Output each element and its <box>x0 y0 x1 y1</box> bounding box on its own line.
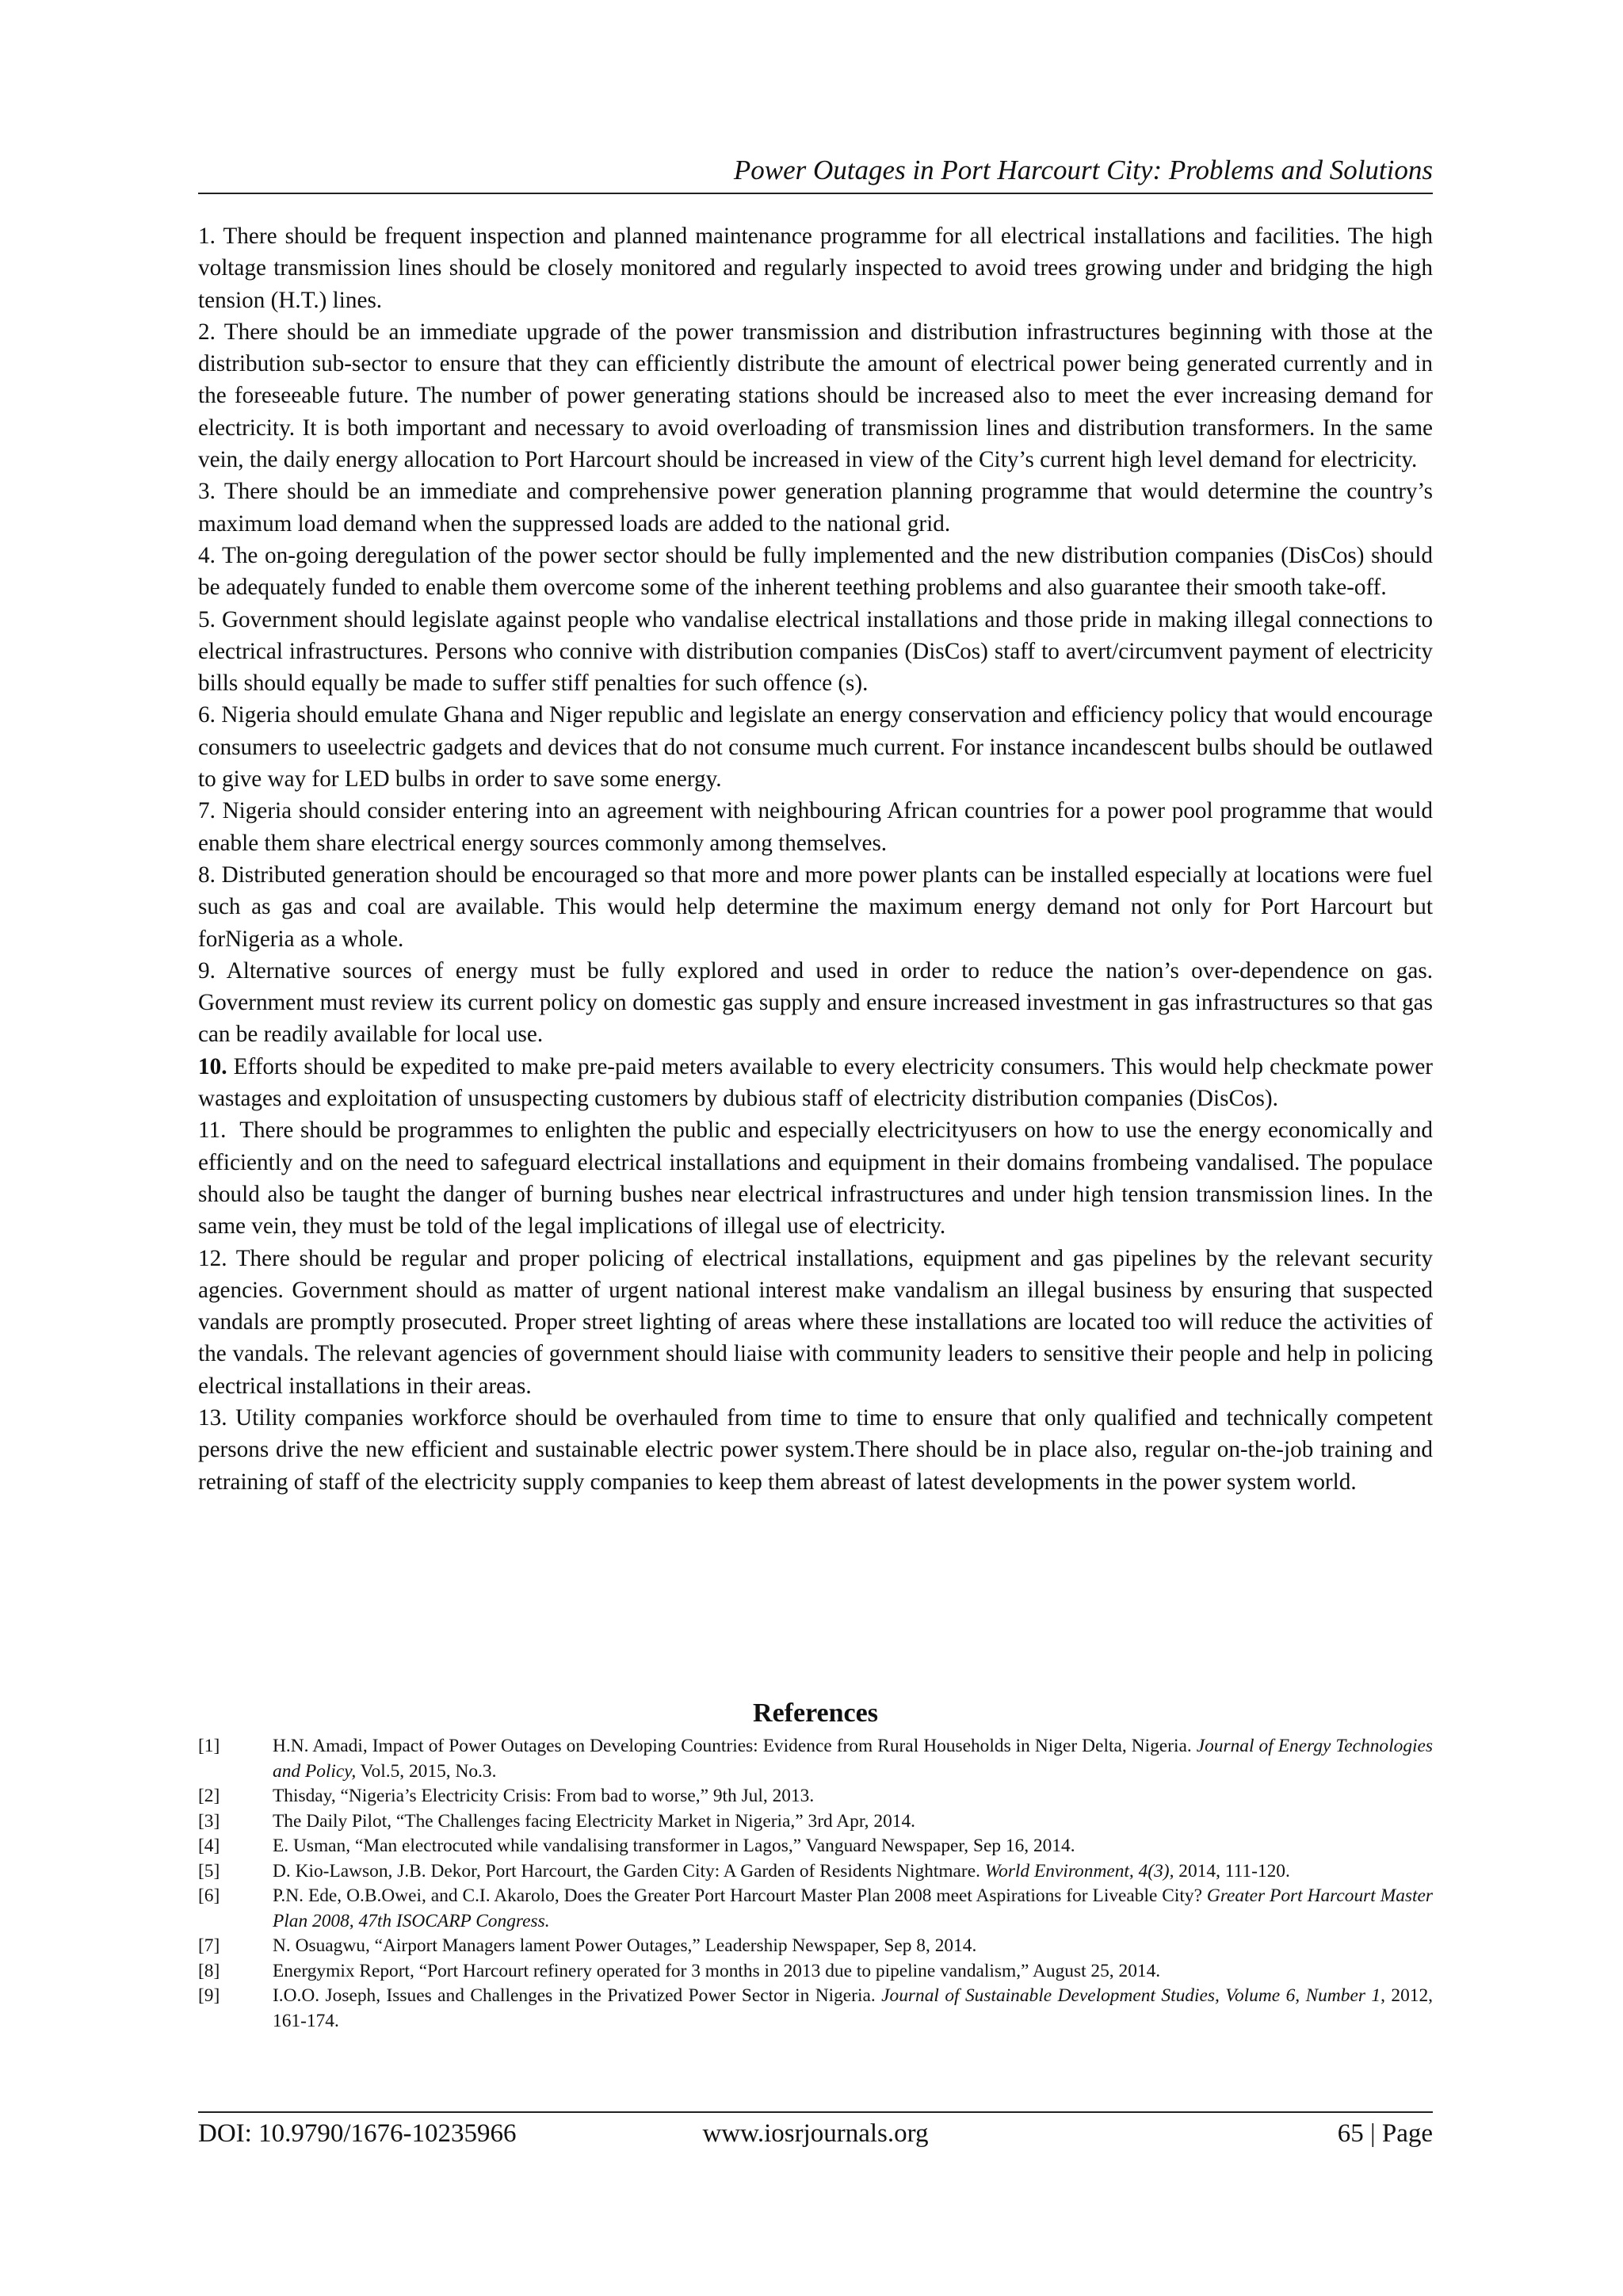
reference-number: [1] <box>198 1736 220 1756</box>
recommendation-item <box>198 220 1433 316</box>
reference-item <box>198 1734 1433 1784</box>
reference-number: [5] <box>198 1860 220 1881</box>
reference-item <box>198 1859 1433 1885</box>
reference-text: P.N. Ede, O.B.Owei, and C.I. Akarolo, Does the Greater Port Harcourt Master Plan 2008 meet Aspirations for Liveable City? Greater Port Harcourt Master Plan 2008, 47th ISOCARP Congress. <box>273 1885 1433 1931</box>
recommendation-text: There should be an immediate upgrade of the power transmission and distribution infrastructures beginning with those at the distribution sub-sector to ensure that they can efficiently distribute the amount of electrical power being generated currently and in the foreseeable future. The number of power generating stations should be increased also to meet the ever increasing demand for electricity. It is both important and necessary to avoid overloading of transmission lines and distribution transformers. In the same vein, the daily energy allocation to Port Harcourt should be increased in view of the City’s current high level demand for electricity. <box>198 319 1433 473</box>
recommendation-number: 11. <box>198 1117 227 1144</box>
recommendations-list <box>198 220 1433 1498</box>
recommendation-number: 5. <box>198 606 216 632</box>
reference-number: [4] <box>198 1836 220 1856</box>
footer-divider <box>198 2111 1433 2113</box>
recommendation-text: There should be regular and proper policing of electrical installations, equipment and gas pipelines by the relevant security agencies. Government should as matter of urgent national interest make vandalism an illegal business by ensuring that suspected vandals are promptly prosecuted. Proper street lighting of areas where these installations are located too will reduce the activities of the vandals. The relevant agencies of government should liaise with community leaders to sensitive their people and help in policing electrical installations in their areas. <box>198 1245 1433 1399</box>
recommendation-text: Distributed generation should be encouraged so that more and more power plants can be installed especially at locations were fuel such as gas and coal are available. This would help determine the maximum energy demand not only for Port Harcourt but forNigeria as a whole. <box>198 861 1433 952</box>
reference-number: [6] <box>198 1885 220 1906</box>
recommendation-number: 2. <box>198 319 216 345</box>
recommendation-item <box>198 699 1433 795</box>
reference-item <box>198 1809 1433 1835</box>
recommendation-number: 12. <box>198 1245 227 1271</box>
reference-number: [7] <box>198 1935 220 1956</box>
recommendation-number: 6. <box>198 702 216 728</box>
reference-item <box>198 1934 1433 1959</box>
recommendation-item <box>198 1243 1433 1402</box>
recommendation-text: Utility companies workforce should be overhauled from time to time to ensure that only qualified and technically competent persons drive the new efficient and sustainable electric power system.There should be in place also, regular on-the-job training and retraining of staff of the electricity supply companies to keep them abreast of latest developments in the power system world. <box>198 1404 1433 1495</box>
reference-text: N. Osuagwu, “Airport Managers lament Power Outages,” Leadership Newspaper, Sep 8, 2014. <box>273 1935 977 1956</box>
recommendation-item <box>198 859 1433 955</box>
reference-number: [2] <box>198 1786 220 1806</box>
reference-text: H.N. Amadi, Impact of Power Outages on Developing Countries: Evidence from Rural Households in Niger Delta, Nigeria. Journal of Energy Technologies and Policy, Vol.5, 2015, No.3. <box>273 1736 1433 1782</box>
recommendation-item <box>198 540 1433 604</box>
recommendation-item <box>198 795 1433 859</box>
footer-website: www.iosrjournals.org <box>702 2119 929 2148</box>
page-footer <box>198 2116 1433 2151</box>
reference-text: D. Kio-Lawson, J.B. Dekor, Port Harcourt, the Garden City: A Garden of Residents Nightmare. World Environment, 4(3), 2014, 111-120. <box>273 1860 1290 1881</box>
header-divider <box>198 193 1433 194</box>
recommendation-number: 7. <box>198 798 216 824</box>
recommendation-text: Efforts should be expedited to make pre-paid meters available to every electricity consumers. This would help checkmate power wastages and exploitation of unsuspecting customers by dubious staff of electricity distribution companies (DisCos). <box>198 1053 1434 1112</box>
recommendation-number: 4. <box>198 542 216 568</box>
reference-item <box>198 1884 1433 1934</box>
recommendation-item <box>198 476 1433 540</box>
recommendation-text: Alternative sources of energy must be fully explored and used in order to reduce the nation’s over-dependence on gas. Government must review its current policy on domestic gas supply and ensure increased investment in gas infrastructures so that gas can be readily available for local use. <box>198 957 1433 1048</box>
references-list <box>198 1734 1433 2034</box>
running-header-title: Power Outages in Port Harcourt City: Problems and Solutions <box>733 155 1433 185</box>
recommendation-text: Nigeria should consider entering into an agreement with neighbouring African countries for a power pool programme that would enable them share electrical energy sources commonly among themselves. <box>198 798 1433 856</box>
reference-text: E. Usman, “Man electrocuted while vandalising transformer in Lagos,” Vanguard Newspaper, Sep 16, 2014. <box>273 1836 1075 1856</box>
recommendation-item <box>198 955 1433 1051</box>
recommendation-text: There should be programmes to enlighten the public and especially electricityusers on how to use the energy economically and efficiently and on the need to safeguard electrical installations and equipment in their domains frombeing vandalised. The populace should also be taught the danger of burning bushes near electrical infrastructures and under high tension transmission lines. In the same vein, they must be told of the legal implications of illegal use of electricity. <box>198 1117 1433 1240</box>
recommendation-item <box>198 604 1433 700</box>
recommendation-number: 3. <box>198 479 216 505</box>
reference-item <box>198 1784 1433 1809</box>
reference-text: Energymix Report, “Port Harcourt refinery operated for 3 months in 2013 due to pipeline vandalism,” August 25, 2014. <box>273 1960 1161 1981</box>
reference-item <box>198 1984 1433 2034</box>
reference-text: I.O.O. Joseph, Issues and Challenges in the Privatized Power Sector in Nigeria. Journal of Sustainable Development Studies, Volume 6, Number 1, 2012, 161-174. <box>273 1985 1433 2031</box>
reference-number: [8] <box>198 1960 220 1981</box>
footer-doi: DOI: 10.9790/1676-10235966 <box>198 2119 517 2148</box>
recommendation-item <box>198 1402 1433 1498</box>
footer-page-number: 65 | Page <box>1337 2119 1433 2148</box>
recommendation-item <box>198 1114 1433 1242</box>
reference-number: [9] <box>198 1985 220 2006</box>
recommendation-number: 8. <box>198 861 216 888</box>
recommendation-text: The on-going deregulation of the power sector should be fully implemented and the new distribution companies (DisCos) should be adequately funded to enable them overcome some of the inherent teething problems and also guarantee their smooth take-off. <box>198 542 1433 601</box>
recommendation-number: 1. <box>198 223 216 249</box>
recommendation-item <box>198 316 1433 476</box>
recommendation-text: Nigeria should emulate Ghana and Niger republic and legislate an energy conservation and efficiency policy that would encourage consumers to useelectric gadgets and devices that do not consume much current. For instance incandescent bulbs should be outlawed to give way for LED bulbs in order to save some energy. <box>198 702 1433 793</box>
references-heading: References <box>753 1698 878 1728</box>
recommendation-item <box>198 1051 1433 1115</box>
recommendation-number: 13. <box>198 1404 227 1431</box>
reference-number: [3] <box>198 1810 220 1832</box>
reference-text: Thisday, “Nigeria’s Electricity Crisis: From bad to worse,” 9th Jul, 2013. <box>273 1786 815 1806</box>
recommendation-text: There should be an immediate and comprehensive power generation planning programme that would determine the country’s maximum load demand when the suppressed loads are added to the national grid. <box>198 479 1433 537</box>
recommendation-text: There should be frequent inspection and planned maintenance programme for all electrical installations and facilities. The high voltage transmission lines should be closely monitored and regularly inspected to avoid trees growing under and bridging the high tension (H.T.) lines. <box>198 223 1433 313</box>
recommendation-text: Government should legislate against people who vandalise electrical installations and those pride in making illegal connections to electrical infrastructures. Persons who connive with distribution companies (DisCos) staff to avert/circumvent payment of electricity bills should equally be made to suffer stiff penalties for such offence (s). <box>198 606 1434 697</box>
recommendation-number: 9. <box>198 957 216 984</box>
reference-text: The Daily Pilot, “The Challenges facing Electricity Market in Nigeria,” 3rd Apr, 2014. <box>273 1810 915 1832</box>
reference-item <box>198 1834 1433 1859</box>
reference-item <box>198 1959 1433 1985</box>
recommendation-number: 10. <box>198 1053 227 1079</box>
